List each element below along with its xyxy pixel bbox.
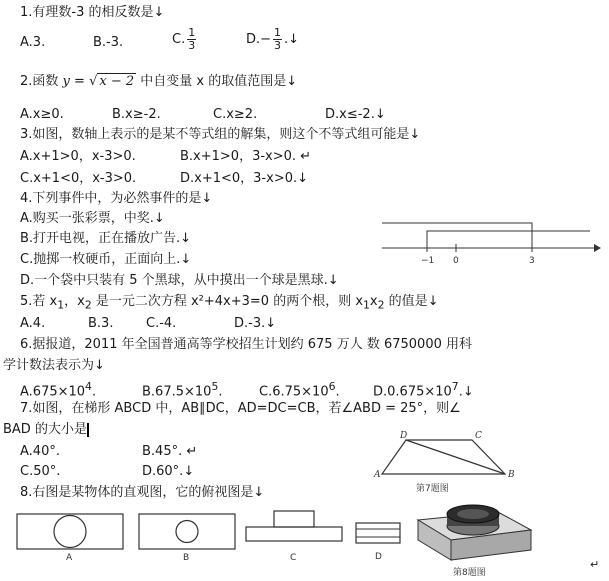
q3-option-c: C.x+1<0，x-3>0. xyxy=(20,171,137,186)
q7-stem-line1: 7.如图，在梯形 ABCD 中，AB∥DC，AD=DC=CB，若∠ABD = 25°，则∠ xyxy=(20,401,461,416)
q5-stem-part-c: 是一元二次方程 x²+4x+3=0 的两个根，则 x xyxy=(91,294,364,309)
q6-option-a-exponent: 4 xyxy=(85,380,92,393)
q6-option-b-exponent: 5 xyxy=(211,380,219,393)
trapezoid-vertex-d: D xyxy=(400,431,408,441)
q2-option-a: A.x≥0. xyxy=(20,107,64,122)
q7-option-d: D.60°.↓ xyxy=(142,464,195,479)
q6-option-b-base: B.67.5×10 xyxy=(142,384,212,400)
q1-option-d-denominator: 3 xyxy=(274,39,282,52)
q2-equals: = xyxy=(69,74,90,89)
q8-stem: 8.右图是某物体的直观图，它的俯视图是↓ xyxy=(20,485,265,500)
q6-stem-line2: 学计数法表示为↓ xyxy=(3,358,105,373)
q1-option-d-suffix: .↓ xyxy=(284,32,300,47)
q5-subscript-3: 1 xyxy=(363,298,370,312)
q2-option-d: D.x≤-2.↓ xyxy=(325,107,386,122)
q1-option-d xyxy=(246,27,299,52)
q7-stem-line2 xyxy=(3,421,89,439)
sqrt-icon: √ xyxy=(89,74,98,89)
text-cursor-icon xyxy=(87,423,89,437)
q6-option-a xyxy=(20,378,96,401)
q6-option-d-end: .↓ xyxy=(458,384,474,400)
object-3d-figure xyxy=(413,490,538,578)
q7-option-a: A.40°. xyxy=(20,444,60,459)
q6-option-d-base: D.0.675×10 xyxy=(373,384,452,400)
trapezoid-vertex-a: A xyxy=(374,470,381,480)
number-line-label-3: 3 xyxy=(529,256,535,266)
q1-option-d-fraction xyxy=(273,27,282,52)
q6-stem-line1: 6.据报道，2011 年全国普通高等学校招生计划约 675 万人 数 6750000 用科 xyxy=(20,337,472,352)
q1-option-c-prefix: C. xyxy=(172,32,186,47)
q5-option-d: D.-3.↓ xyxy=(234,316,277,331)
trapezoid-vertex-c: C xyxy=(475,431,482,441)
view-a-figure xyxy=(16,513,126,563)
q6-option-c-base: C.6.75×10 xyxy=(259,384,329,400)
trapezoid-figure xyxy=(370,428,520,496)
view-d-figure xyxy=(354,519,404,563)
q3-option-a: A.x+1>0，x-3>0. xyxy=(20,149,136,164)
trapezoid-vertex-b: B xyxy=(508,470,515,480)
q6-option-c-exponent: 6 xyxy=(328,380,336,393)
q4-option-b: B.打开电视，正在播放广告.↓ xyxy=(20,231,192,246)
q4-option-a: A.购买一张彩票，中奖.↓ xyxy=(20,211,165,226)
q2-function-y: y xyxy=(62,74,70,89)
q5-subscript-2: 2 xyxy=(84,298,92,312)
q5-stem-part-e: 的值是↓ xyxy=(384,294,439,309)
q6-option-c xyxy=(259,378,340,401)
trailing-return-mark: ↵ xyxy=(590,558,600,571)
q4-option-d: D.一个袋中只装有 5 个黑球，从中摸出一个球是黑球.↓ xyxy=(20,273,339,288)
q2-stem-prefix: 2.函数 xyxy=(20,74,63,89)
q3-option-b: B.x+1>0，3-x>0. ↵ xyxy=(180,149,312,164)
q1-option-d-numerator: 1 xyxy=(274,26,282,39)
q1-option-b: B.-3. xyxy=(93,35,124,50)
q5-stem-part-a: 5.若 x xyxy=(20,294,58,309)
q5-stem xyxy=(20,293,439,315)
q3-stem: 3.如图，数轴上表示的是某不等式组的解集，则这个不等式组可能是↓ xyxy=(20,127,421,142)
q1-option-c-denominator: 3 xyxy=(188,39,196,52)
number-line-figure xyxy=(380,215,602,267)
q6-option-c-end: . xyxy=(335,384,340,400)
q5-stem-part-d: x xyxy=(369,294,378,309)
q1-option-d-prefix: D.− xyxy=(246,32,272,47)
q6-option-a-end: . xyxy=(91,384,97,400)
q5-option-c: C.-4. xyxy=(146,316,177,331)
q2-stem xyxy=(20,73,297,91)
q1-stem: 1.有理数-3 的相反数是↓ xyxy=(20,5,165,20)
trapezoid-caption: 第7题图 xyxy=(416,484,449,494)
q6-option-d xyxy=(373,378,474,401)
q5-stem-part-b: ，x xyxy=(64,294,85,309)
q2-option-b: B.x≥-2. xyxy=(112,107,161,122)
view-c-label: C xyxy=(290,553,297,563)
q7-option-b: B.45°. ↵ xyxy=(142,444,198,459)
q2-stem-suffix: 中自变量 x 的取值范围是↓ xyxy=(136,74,298,89)
q1-option-c xyxy=(172,27,198,52)
q7-option-c: C.50°. xyxy=(20,464,61,479)
q5-subscript-1: 1 xyxy=(57,298,65,312)
q4-option-c: C.抛掷一枚硬币，正面向上.↓ xyxy=(20,252,192,267)
view-d-label: D xyxy=(375,552,382,562)
view-b-figure xyxy=(138,513,238,563)
q2-option-c: C.x≥2. xyxy=(213,107,258,122)
q2-radicand: x − 2 xyxy=(99,74,135,89)
q1-option-a: A.3. xyxy=(20,35,46,50)
view-c-figure xyxy=(244,510,344,563)
q6-option-d-exponent: 7 xyxy=(451,380,459,393)
view-a-label: A xyxy=(66,553,73,563)
q3-option-d: D.x+1<0，3-x>0.↓ xyxy=(180,171,309,186)
q6-option-b-end: . xyxy=(218,384,223,400)
view-figure-caption: 第8题图 xyxy=(453,568,486,578)
view-b-label: B xyxy=(183,553,190,563)
q5-subscript-4: 2 xyxy=(377,298,385,312)
q5-option-b: B.3. xyxy=(88,316,114,331)
q5-option-a: A.4. xyxy=(20,316,46,331)
q7-stem-line2-text: BAD 的大小是 xyxy=(3,422,87,437)
number-line-label-neg1: −1 xyxy=(421,256,435,266)
q1-option-c-fraction xyxy=(187,27,196,52)
number-line-label-0: 0 xyxy=(453,256,459,266)
q4-stem: 4.下列事件中，为必然事件的是↓ xyxy=(20,191,213,206)
q1-option-c-numerator: 1 xyxy=(188,26,196,39)
q6-option-a-base: A.675×10 xyxy=(20,384,86,400)
q6-option-b xyxy=(142,378,222,401)
